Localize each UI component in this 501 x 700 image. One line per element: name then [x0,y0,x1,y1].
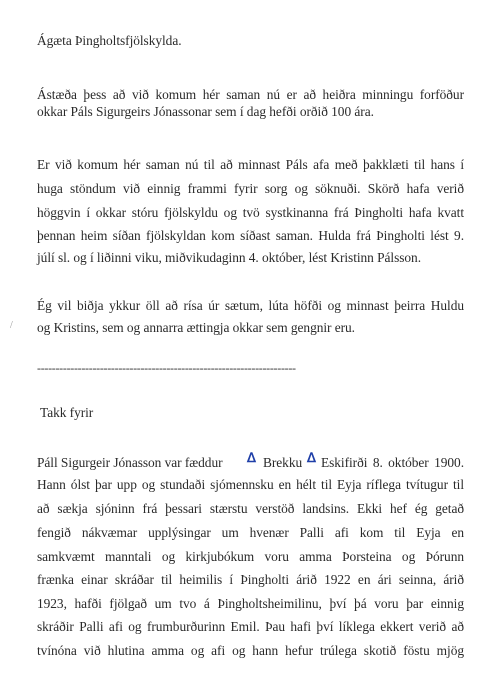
paragraph-line: fengið nákvæmar upplýsingar um hvenær Palli afi kom til Eyja en [37,525,464,540]
paragraph-line: og Kristins, sem og annarra ættingja okkar sem gengnir eru. [37,320,355,335]
paragraph-line: frænka einar skráðar til heimilis í Þingholti árið 1922 en ári seinna, árið [37,572,464,587]
handwritten-caret-mark: ᐃ [307,450,316,465]
paragraph-line: huga stöndum við einnig frammi fyrir sorg og söknuði. Skörð hafa verið [37,181,464,196]
thanks-heading: Takk fyrir [40,405,94,420]
bio-line-place: Brekku [263,455,303,470]
paragraph-line: Hann ólst þar upp og stundaði sjómennsku en hélt til Eyja ríflega tvítugur til [37,477,464,492]
handwritten-caret-mark: ᐃ [247,450,256,465]
bio-line-first-part: Páll Sigurgeir Jónasson var fæddur [37,455,223,470]
paragraph-line: Er við komum hér saman nú til að minnast Páls afa með þakklæti til hans í [37,157,464,172]
paragraph-line: að sækja sjóninn frá þessari stærstu verstöð landsins. Ekki hef ég getað [37,501,464,516]
paragraph-line: skráðir Palli afi og frumburðurinn Emil. Þau hafi því líklega ekkert verið að [37,619,464,634]
paragraph-line: tvínóna við hlutina amma og afi og hann hefur trúlega skotið föstu mjög [37,643,464,658]
scan-speck: / [10,320,13,331]
bio-line-last-part: Eskifirði 8. október 1900. [321,455,464,470]
paragraph-line: höggvin í okkar stóru fjölskyldu og tvö systkinanna frá Þingholti hafa kvatt [37,205,464,220]
paragraph-line: okkar Páls Sigurgeirs Jónassonar sem í dag hefði orðið 100 ára. [37,104,374,119]
paragraph-line: Ástæða þess að við komum hér saman nú er að heiðra minningu forföður [37,87,464,102]
paragraph-line: 1923, hafði fjölgað um tvo á Þingholtsheimilinu, því þá voru þar einnig [37,596,464,611]
paragraph-line: júlí sl. og í liðinni viku, miðvikudaginn 4. október, lést Kristinn Pálsson. [37,250,421,265]
paragraph-line: samkvæmt manntali og kirkjubókum voru amma Þorsteina og Þórunn [37,549,464,564]
separator-line: ---------------------------------------------------------------------- [37,361,296,375]
greeting: Ágæta Þingholtsfjölskylda. [37,33,182,48]
paragraph-line: Ég vil biðja ykkur öll að rísa úr sætum, lúta höfði og minnast þeirra Huldu [37,298,464,313]
paragraph-line: þennan heim síðan fjölskyldan kom síðast saman. Hulda frá Þingholti lést 9. [37,228,464,243]
